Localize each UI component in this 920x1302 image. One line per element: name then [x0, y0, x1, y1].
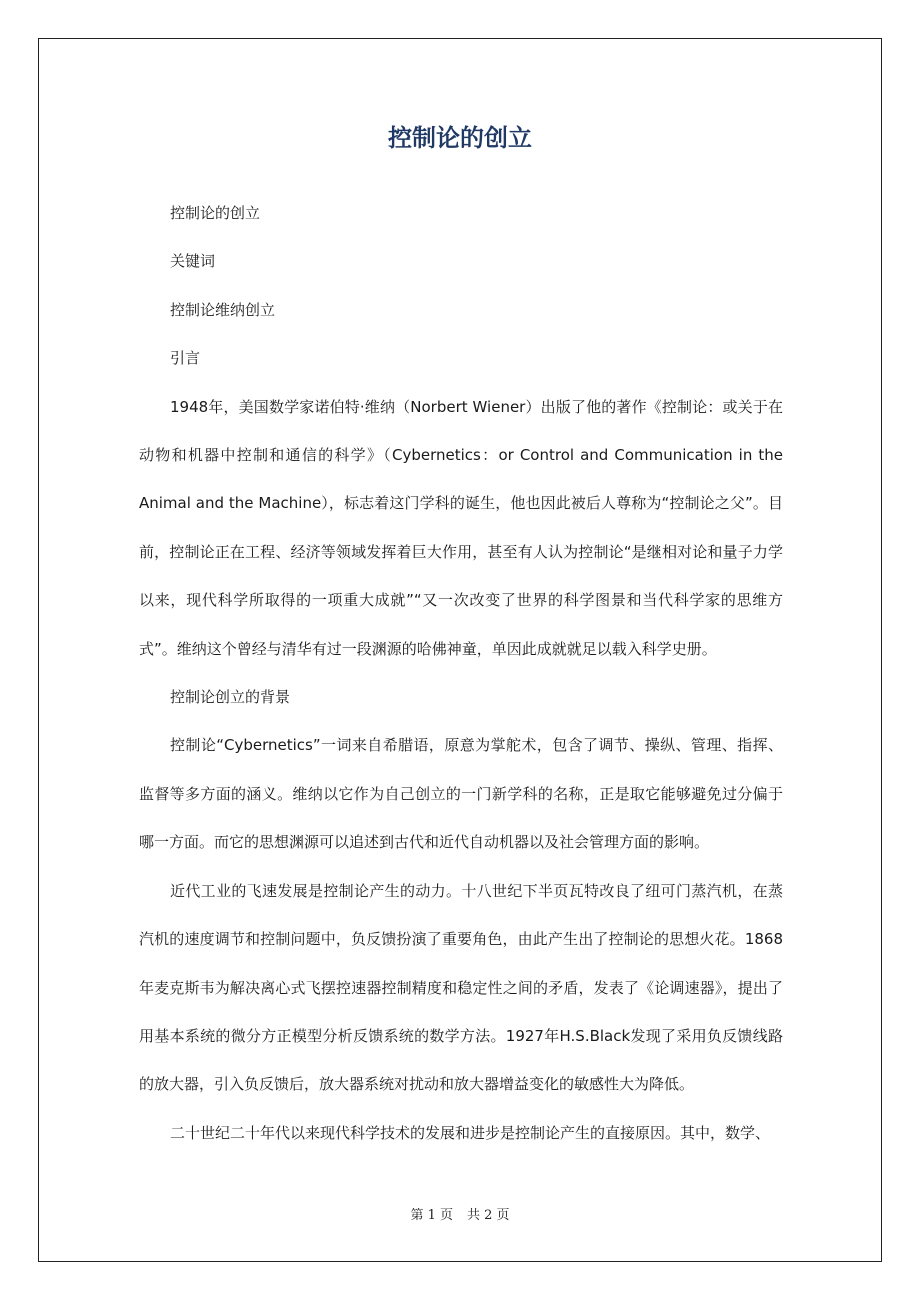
document-title: 控制论的创立 — [388, 124, 532, 152]
paragraph-intro: 1948年，美国数学家诺伯特·维纳（Norbert Wiener）出版了他的著作《控制论：或关于在动物和机器中控制和通信的科学》（Cybernetics：or Control and Communication in the Animal and the Machine），标志着这门学科的诞生，他也因此被后人尊称为“控制论之父”。目前，控制论正在工程、经济等领域发挥着巨大作用，甚至有人认为控制论“是继相对论和量子力学以来，现代科学所取得的一项重大成就”“又一次改变了世界的科学图景和当代科学家的思维方式”。维纳这个曾经与清华有过一段渊源的哈佛神童，单因此成就就足以载入科学史册。 — [139, 397, 783, 658]
paragraph-background-heading: 控制论创立的背景 — [170, 688, 291, 707]
paragraph-background-2: 近代工业的飞速发展是控制论产生的动力。十八世纪下半页瓦特改良了纽可门蒸汽机，在蒸汽机的速度调节和控制问题中，负反馈扮演了重要角色，由此产生出了控制论的思想火花。1868年麦克斯韦为解决离心式飞摆控速器控制精度和稳定性之间的矛盾，发表了《论调速器》，提出了用基本系统的微分方正模型分析反馈系统的数学方法。1927年H.S.Black发现了采用负反馈线路的放大器，引入负反馈后，放大器系统对扰动和放大器增益变化的敏感性大为降低。 — [139, 881, 783, 1094]
paragraph-keywords-heading: 关键词 — [170, 252, 216, 271]
paragraph-intro-heading: 引言 — [170, 349, 201, 368]
page-total: 共 2 页 — [467, 1208, 510, 1223]
paragraph-background-1: 控制论“Cybernetics”一词来自希腊语，原意为掌舵术，包含了调节、操纵、管理、指挥、监督等多方面的涵义。维纳以它作为自己创立的一门新学科的名称，正是取它能够避免过分偏于哪一方面。而它的思想渊源可以追述到古代和近代自动机器以及社会管理方面的影响。 — [139, 736, 783, 852]
page-footer — [38, 1204, 882, 1228]
paragraph-subtitle: 控制论的创立 — [170, 204, 261, 222]
paragraph-keywords: 控制论维纳创立 — [170, 300, 276, 319]
paragraph-background-3: 二十世纪二十年代以来现代科学技术的发展和进步是控制论产生的直接原因。其中，数学、 — [170, 1123, 771, 1142]
page-number: 第 1 页 — [410, 1208, 453, 1223]
document-body — [139, 189, 783, 1157]
